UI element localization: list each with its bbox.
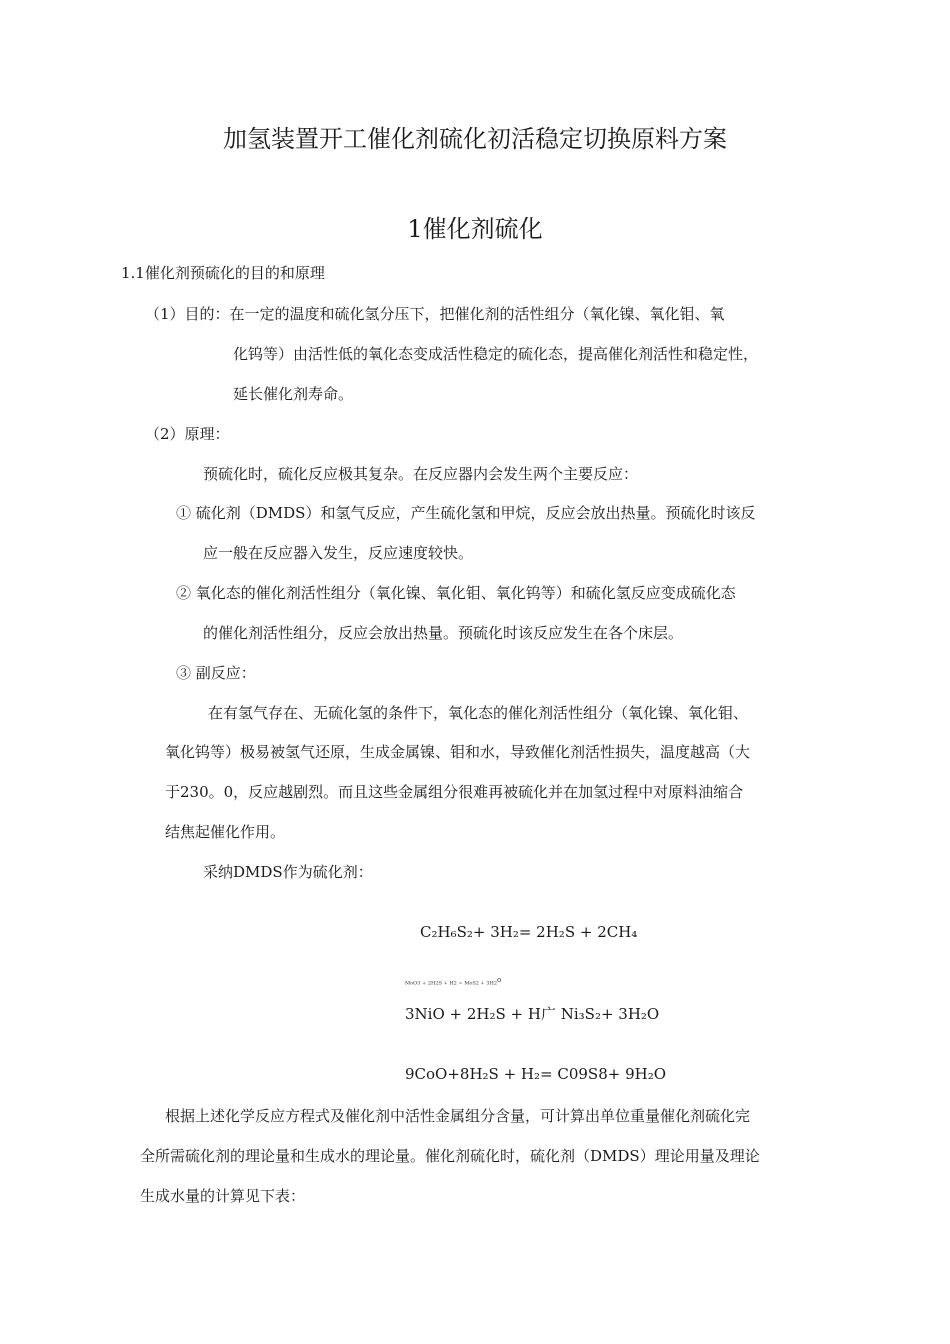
document-title: 加氢装置开工催化剂硫化初活稳定切换原料方案 xyxy=(223,125,727,153)
reaction-item-1-line-1: ① 硫化剂（DMDS）和氢气反应，产生硫化氢和甲烷，反应会放出热量。预硫化时该反 xyxy=(176,504,756,522)
equation-moo3-text: MoO3 + 2H2S + H2 = MoS2 + 3H2 xyxy=(405,980,498,987)
side-reaction-line-2: 氧化钨等）极易被氢气还原，生成金属镍、钼和水，导致催化剂活性损失，温度越高（大 xyxy=(165,743,751,761)
equation-coo: 9CoO+8H₂S + H₂= C09S8+ 9H₂O xyxy=(405,1065,667,1083)
reaction-item-2-line-2: 的催化剂活性组分，反应会放出热量。预硫化时该反应发生在各个床层。 xyxy=(203,624,684,642)
principle-intro: 预硫化时，硫化反应极其复杂。在反应器内会发生两个主要反应： xyxy=(203,465,639,483)
closing-line-1: 根据上述化学反应方程式及催化剂中活性金属组分含量，可计算出单位重量催化剂硫化完 xyxy=(165,1107,751,1125)
side-reaction-line-4: 结焦起催化作用。 xyxy=(165,823,286,841)
subsection-heading: 1.1催化剂预硫化的目的和原理 xyxy=(121,264,325,282)
equation-moo3-small xyxy=(405,976,501,988)
reaction-item-1-line-2: 应一般在反应器入发生，反应速度较快。 xyxy=(203,544,474,562)
purpose-line-2: 化钨等）由活性低的氧化态变成活性稳定的硫化态，提高催化剂活性和稳定性， xyxy=(233,345,759,363)
reaction-item-2-line-1: ② 氧化态的催化剂活性组分（氧化镍、氧化钼、氧化钨等）和硫化氢反应变成硫化态 xyxy=(176,584,736,602)
sulfiding-agent-line: 采纳DMDS作为硫化剂： xyxy=(203,863,373,881)
closing-line-2: 全所需硫化剂的理论量和生成水的理论量。催化剂硫化时，硫化剂（DMDS）理论用量及理论 xyxy=(140,1147,760,1165)
equation-moo3-mark: o xyxy=(497,976,502,984)
section-title: 1催化剂硫化 xyxy=(407,215,543,243)
equation-dmds: C₂H₆S₂+ 3H₂= 2H₂S + 2CH₄ xyxy=(420,923,638,941)
reaction-item-3-heading: ③ 副反应： xyxy=(176,664,256,682)
side-reaction-line-3: 于230。0，反应越剧烈。而且这些金属组分很难再被硫化并在加氢过程中对原料油缩合 xyxy=(165,783,744,801)
closing-line-3: 生成水量的计算见下表： xyxy=(140,1187,306,1205)
side-reaction-line-1: 在有氢气存在、无硫化氢的条件下，氧化态的催化剂活性组分（氧化镍、氧化钼、 xyxy=(208,704,749,722)
purpose-line-3: 延长催化剂寿命。 xyxy=(233,385,354,403)
principle-heading: （2）原理： xyxy=(145,425,230,443)
equation-nio: 3NiO + 2H₂S + H广 Ni₃S₂+ 3H₂O xyxy=(405,1005,660,1023)
purpose-line-1: （1）目的：在一定的温度和硫化氢分压下，把催化剂的活性组分（氧化镍、氧化钼、氧 xyxy=(145,305,725,323)
